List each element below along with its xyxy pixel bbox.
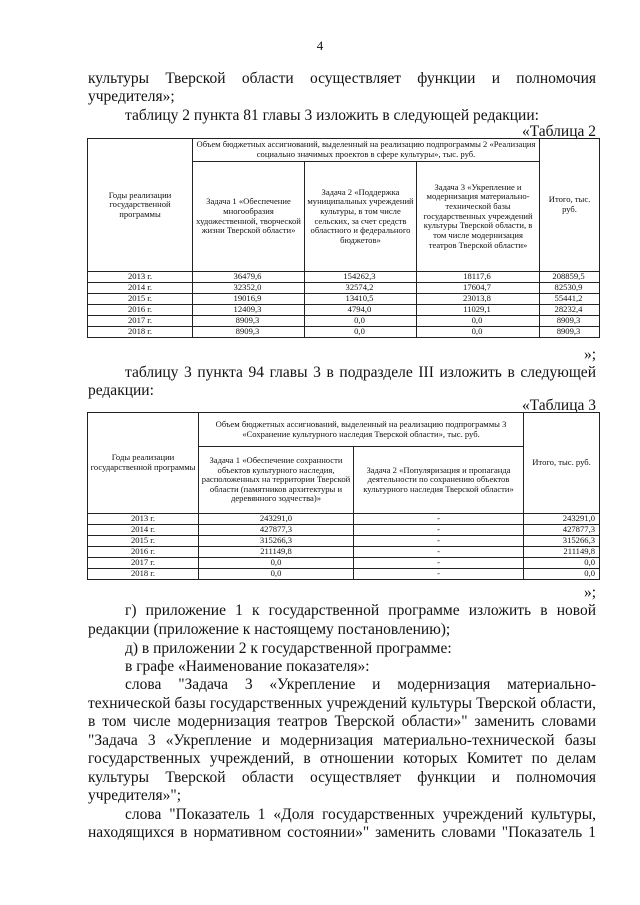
year-cell: 2016 г. bbox=[88, 305, 193, 316]
task1-value: 315266,3 bbox=[199, 536, 354, 547]
task2-value: - bbox=[354, 547, 524, 558]
task2-value: - bbox=[354, 525, 524, 536]
table-row bbox=[88, 569, 600, 580]
task2-value: 0,0 bbox=[305, 327, 417, 338]
year-cell: 2018 г. bbox=[88, 569, 199, 580]
table-caption: «Таблица 3 bbox=[521, 397, 596, 414]
text-line: культуры Тверской области осуществляет функции и полномочия bbox=[88, 769, 596, 786]
task3-value: 23013,8 bbox=[417, 294, 540, 305]
table-2 bbox=[87, 138, 600, 338]
total-value: 82530,9 bbox=[540, 283, 600, 294]
task3-value: 0,0 bbox=[417, 316, 540, 327]
table3-header-total: Итого, тыс. руб. bbox=[524, 413, 600, 514]
task2-value: - bbox=[354, 536, 524, 547]
text-line: учредителя»"; bbox=[88, 787, 182, 804]
task3-value: 18117,6 bbox=[417, 272, 540, 283]
table-row bbox=[88, 536, 600, 547]
task3-value: 17604,7 bbox=[417, 283, 540, 294]
table3-header-task2: Задача 2 «Популяризация и пропаганда деятельности по сохранению объектов культурного наследия Тверской области» bbox=[354, 447, 524, 514]
text-line: слова "Показатель 1 «Доля государственных учреждений культуры, bbox=[125, 806, 596, 823]
total-value: 211149,8 bbox=[524, 547, 600, 558]
year-cell: 2013 г. bbox=[88, 272, 193, 283]
table-row bbox=[88, 525, 600, 536]
table3-group-header: Объем бюджетных ассигнований, выделенный на реализацию подпрограммы 3 «Сохранение культурного наследия Тверской области», тыс. руб. bbox=[199, 413, 524, 447]
year-cell: 2016 г. bbox=[88, 547, 199, 558]
page-number: 4 bbox=[316, 38, 324, 53]
year-cell: 2018 г. bbox=[88, 327, 193, 338]
task2-value: - bbox=[354, 558, 524, 569]
text-line: в том числе модернизация театров Тверской области»" заменить словами bbox=[88, 713, 596, 730]
text-line: редакции: bbox=[88, 382, 154, 399]
table2-group-header: Объем бюджетных ассигнований, выделенный на реализацию подпрограммы 2 «Реализация социально значимых проектов в сфере культуры», тыс. руб. bbox=[193, 139, 540, 162]
text-line: учредителя»; bbox=[88, 88, 175, 105]
text-line: редакции (приложение к настоящему постановлению); bbox=[88, 621, 451, 638]
table-row bbox=[88, 316, 600, 327]
year-cell: 2013 г. bbox=[88, 514, 199, 525]
text-line: "Задача 3 «Укрепление и модернизация материально-технической базы bbox=[88, 732, 596, 749]
text-line: находящихся в нормативном состоянии»" заменить словами "Показатель 1 bbox=[88, 824, 596, 841]
text-line: государственных учреждений, в отношении которых Комитет по делам bbox=[88, 750, 596, 767]
year-cell: 2017 г. bbox=[88, 316, 193, 327]
task2-value: 154262,3 bbox=[305, 272, 417, 283]
text-line: в графе «Наименование показателя»: bbox=[125, 658, 370, 675]
total-value: 8909,3 bbox=[540, 327, 600, 338]
year-cell: 2014 г. bbox=[88, 525, 199, 536]
table-3 bbox=[87, 412, 600, 580]
table-row bbox=[88, 272, 600, 283]
text-line: д) в приложении 2 к государственной программе: bbox=[125, 640, 452, 657]
total-value: 208859,5 bbox=[540, 272, 600, 283]
task2-value: - bbox=[354, 514, 524, 525]
text-line: технической базы государственных учреждений культуры Тверской области, bbox=[88, 695, 596, 712]
total-value: 243291,0 bbox=[524, 514, 600, 525]
table-caption: «Таблица 2 bbox=[521, 123, 596, 140]
text-line: слова "Задача 3 «Укрепление и модернизация материально- bbox=[125, 676, 596, 693]
task1-value: 427877,3 bbox=[199, 525, 354, 536]
table-row bbox=[88, 558, 600, 569]
table2-header-task3: Задача 3 «Укрепление и модернизация материально-технической базы государственных учреждений культуры Тверской области, в том числе модернизация театров Тверской области» bbox=[417, 162, 540, 272]
task3-value: 11029,1 bbox=[417, 305, 540, 316]
task2-value: 0,0 bbox=[305, 316, 417, 327]
task1-value: 36479,6 bbox=[193, 272, 305, 283]
year-cell: 2014 г. bbox=[88, 283, 193, 294]
total-value: 8909,3 bbox=[540, 316, 600, 327]
year-cell: 2017 г. bbox=[88, 558, 199, 569]
table3-header-task1: Задача 1 «Обеспечение сохранности объектов культурного наследия, расположенных на территории Тверской области (памятников архитектуры и деревянного зодчества)» bbox=[199, 447, 354, 514]
table-row bbox=[88, 283, 600, 294]
task2-value: 32574,2 bbox=[305, 283, 417, 294]
task1-value: 0,0 bbox=[199, 558, 354, 569]
table2-header-years: Годы реализации государственной программы bbox=[88, 139, 193, 272]
task2-value: 13410,5 bbox=[305, 294, 417, 305]
task1-value: 8909,3 bbox=[193, 316, 305, 327]
table-row bbox=[88, 294, 600, 305]
closing-quote: »; bbox=[583, 346, 596, 363]
total-value: 0,0 bbox=[524, 569, 600, 580]
table3-header-years: Годы реализации государственной программы bbox=[88, 413, 199, 514]
text-line: культуры Тверской области осуществляет функции и полномочия bbox=[88, 70, 596, 87]
text-line: таблицу 2 пункта 81 главы 3 изложить в следующей редакции: bbox=[125, 107, 539, 124]
year-cell: 2015 г. bbox=[88, 294, 193, 305]
table-row bbox=[88, 514, 600, 525]
task2-value: - bbox=[354, 569, 524, 580]
task1-value: 8909,3 bbox=[193, 327, 305, 338]
total-value: 427877,3 bbox=[524, 525, 600, 536]
table-row bbox=[88, 305, 600, 316]
task1-value: 0,0 bbox=[199, 569, 354, 580]
task1-value: 19016,9 bbox=[193, 294, 305, 305]
task2-value: 4794,0 bbox=[305, 305, 417, 316]
task1-value: 211149,8 bbox=[199, 547, 354, 558]
table-row bbox=[88, 547, 600, 558]
closing-quote: »; bbox=[583, 584, 596, 601]
text-line: таблицу 3 пункта 94 главы 3 в подразделе III изложить в следующей bbox=[125, 364, 596, 381]
table2-header-task1: Задача 1 «Обеспечение многообразия художественной, творческой жизни Тверской области» bbox=[193, 162, 305, 272]
task1-value: 243291,0 bbox=[199, 514, 354, 525]
text-line: г) приложение 1 к государственной программе изложить в новой bbox=[125, 602, 596, 619]
task1-value: 12409,3 bbox=[193, 305, 305, 316]
total-value: 315266,3 bbox=[524, 536, 600, 547]
table-row bbox=[88, 327, 600, 338]
task1-value: 32352,0 bbox=[193, 283, 305, 294]
task3-value: 0,0 bbox=[417, 327, 540, 338]
total-value: 55441,2 bbox=[540, 294, 600, 305]
table2-header-total: Итого, тыс. руб. bbox=[540, 139, 600, 272]
total-value: 0,0 bbox=[524, 558, 600, 569]
table2-header-task2: Задача 2 «Поддержка муниципальных учреждений культуры, в том числе сельских, за счет средств областного и федерального бюджетов» bbox=[305, 162, 417, 272]
year-cell: 2015 г. bbox=[88, 536, 199, 547]
total-value: 28232,4 bbox=[540, 305, 600, 316]
